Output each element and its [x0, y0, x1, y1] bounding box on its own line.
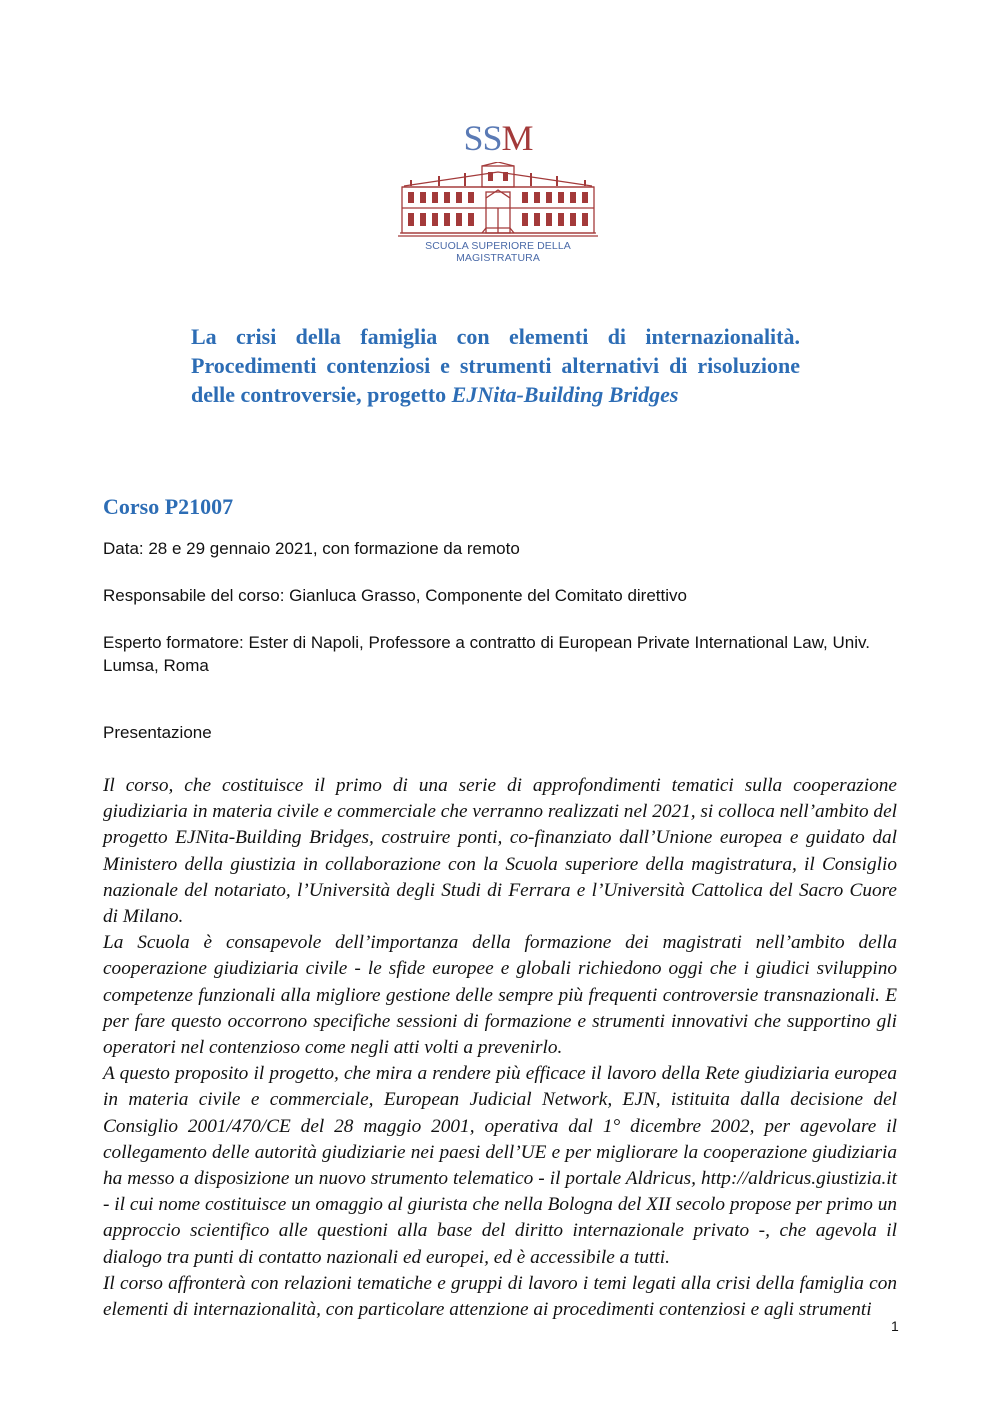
title-project: EJNita-Building Bridges	[451, 382, 679, 407]
logo-caption: SCUOLA SUPERIORE DELLA MAGISTRATURA	[425, 240, 571, 264]
course-expert: Esperto formatore: Ester di Napoli, Professore a contratto di European Private International Law, Univ. Lumsa, Roma	[103, 633, 870, 675]
section-heading: Presentazione	[103, 723, 212, 742]
page-number: 1	[891, 1318, 899, 1334]
title-main: La crisi della famiglia con elementi di internazionalità. Procedimenti contenziosi e strumenti alternativi di risoluzione delle controversie, progetto	[191, 324, 800, 407]
building-icon	[398, 162, 598, 238]
course-code: Corso P21007	[103, 494, 234, 519]
course-responsible: Responsabile del corso: Gianluca Grasso, Componente del Comitato direttivo	[103, 586, 687, 605]
course-date: Data: 28 e 29 gennaio 2021, con formazione da remoto	[103, 539, 520, 558]
ssm-logo	[392, 118, 604, 264]
presentation-body	[103, 773, 897, 1323]
paragraph: La Scuola è consapevole dell’importanza della formazione dei magistrati nell’ambito della cooperazione giudiziaria civile - le sfide europee e globali richiedono oggi che i giudici sviluppino competenze funzionali alla migliore gestione delle sempre più frequenti controversie transnazionali. E per fare questo occorrono specifiche sessioni di formazione e strumenti innovativi che supportino gli operatori nel contenzioso come negli atti volti a prevenirlo.	[103, 932, 897, 1059]
ssm-logo-text: SSM	[463, 118, 533, 158]
document-title	[191, 322, 800, 409]
paragraph: Il corso affronterà con relazioni tematiche e gruppi di lavoro i temi legati alla crisi della famiglia con elementi di internazionalità, con particolare attenzione ai procedimenti contenziosi e agli strumenti	[103, 1272, 897, 1321]
paragraph: A questo proposito il progetto, che mira a rendere più efficace il lavoro della Rete giudiziaria europea in materia civile e commerciale, European Judicial Network, EJN, istituita dalla decisione del Consiglio 2001/470/CE del 28 maggio 2001, operativa dal 1° dicembre 2002, per agevolare il collegamento delle autorità giudiziarie nei paesi dell’UE e per migliorare la cooperazione giudiziaria ha messo a disposizione un nuovo strumento telematico - il portale Aldricus, http://aldricus.giustizia.it - il cui nome costituisce un omaggio al giurista che nella Bologna del XII secolo propose per primo un approccio scientifico alle questioni alla base del diritto internazionale privato -, che agevola il dialogo tra punti di contatto nazionali ed europei, ed è accessibile a tutti.	[103, 1063, 897, 1268]
paragraph: Il corso, che costituisce il primo di una serie di approfondimenti tematici sulla cooperazione giudiziaria in materia civile e commerciale che verranno realizzati nel 2021, si colloca nell’ambito del progetto EJNita-Building Bridges, costruire ponti, co-finanziato dall’Unione europea e guidato dal Ministero della giustizia in collaborazione con la Scuola superiore della magistratura, il Consiglio nazionale del notariato, l’Università degli Studi di Ferrara e l’Università Cattolica del Sacro Cuore di Milano.	[103, 775, 897, 928]
